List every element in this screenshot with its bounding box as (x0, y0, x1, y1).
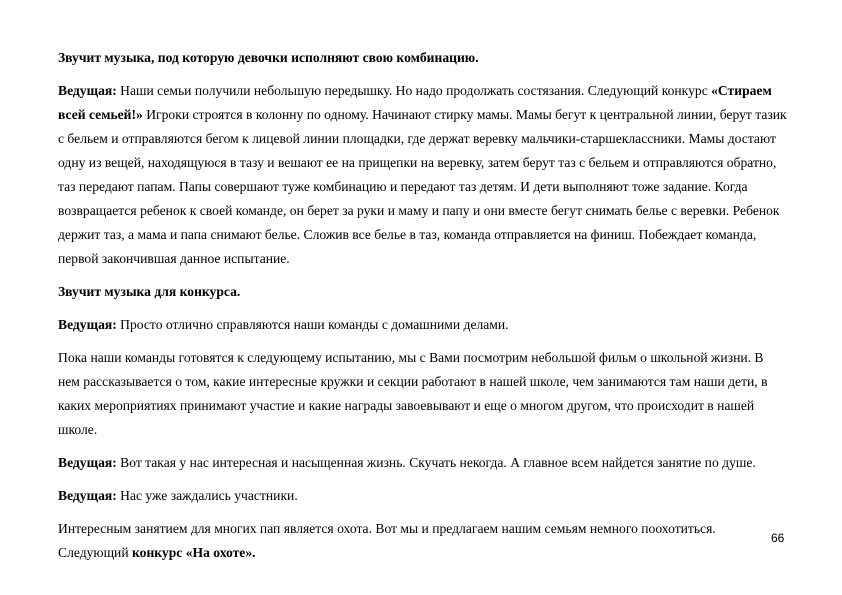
speaker-label: Ведущая: (58, 317, 117, 332)
paragraph-host-waiting (58, 484, 788, 508)
page-content (58, 46, 788, 574)
paragraph-host-life (58, 451, 788, 475)
contest-title: «Стираем всей семьей!» (58, 83, 772, 122)
body-text: Пока наши команды готовятся к следующему испытанию, мы с Вами посмотрим небольшой фильм о школьной жизни. В нем рассказывается о том, какие интересные кружки и секции работают в нашей школе, чем занимаются там наши дети, в каких мероприятиях принимают участие и какие награды завоевывают и еще о многом другом, что происходит в нашей школе. (58, 350, 768, 437)
contest-description: Игроки строятся в колонну по одному. Начинают стирку мамы. Мамы бегут к центральной линии, берут тазик с бельем и отправляются бегом к лицевой линии площадки, где держат веревку мальчики-старшеклассники. Мамы достают одну из вещей, находящуюся в тазу и вешают ее на прищепки на веревку, затем берут таз с бельем и отправляются обратно, таз передают папам. Папы совершают туже комбинацию и передают таз детям. И дети выполняют тоже задание. Когда возвращается ребенок к своей команде, он берет за руки и маму и папу и они вместе бегут снимать белье с веревки. Ребенок держит таз, а мама и папа снимают белье. Сложив все белье в таз, команда отправляется на финиш. Побеждает команда, первой закончившая данное испытание. (58, 107, 787, 266)
stage-direction: Звучит музыка для конкурса. (58, 284, 241, 299)
speaker-label: Ведущая: (58, 455, 117, 470)
speaker-label: Ведущая: (58, 83, 117, 98)
paragraph-host-praise (58, 313, 788, 337)
body-text: Интересным занятием для многих пап является охота. Вот мы и предлагаем нашим семьям немного поохотиться. Следующий (58, 521, 716, 560)
speech-text: Просто отлично справляются наши команды с домашними делами. (116, 317, 509, 332)
page-number: 66 (771, 531, 785, 545)
speaker-label: Ведущая: (58, 488, 117, 503)
stage-direction: Звучит музыка, под которую девочки исполняют свою комбинацию. (58, 50, 479, 65)
paragraph-music-girls (58, 46, 788, 70)
paragraph-hunting (58, 517, 788, 565)
contest-title: конкурс «На охоте». (132, 545, 256, 560)
paragraph-music-contest (58, 280, 788, 304)
paragraph-contest-washing (58, 79, 788, 271)
speech-text: Нас уже заждались участники. (116, 488, 298, 503)
speech-text: Вот такая у нас интересная и насыщенная жизнь. Скучать некогда. А главное всем найдется занятие по душе. (116, 455, 756, 470)
speech-text: Наши семьи получили небольшую передышку. Но надо продолжать состязания. Следующий конкурс (116, 83, 712, 98)
paragraph-school-film (58, 346, 788, 442)
